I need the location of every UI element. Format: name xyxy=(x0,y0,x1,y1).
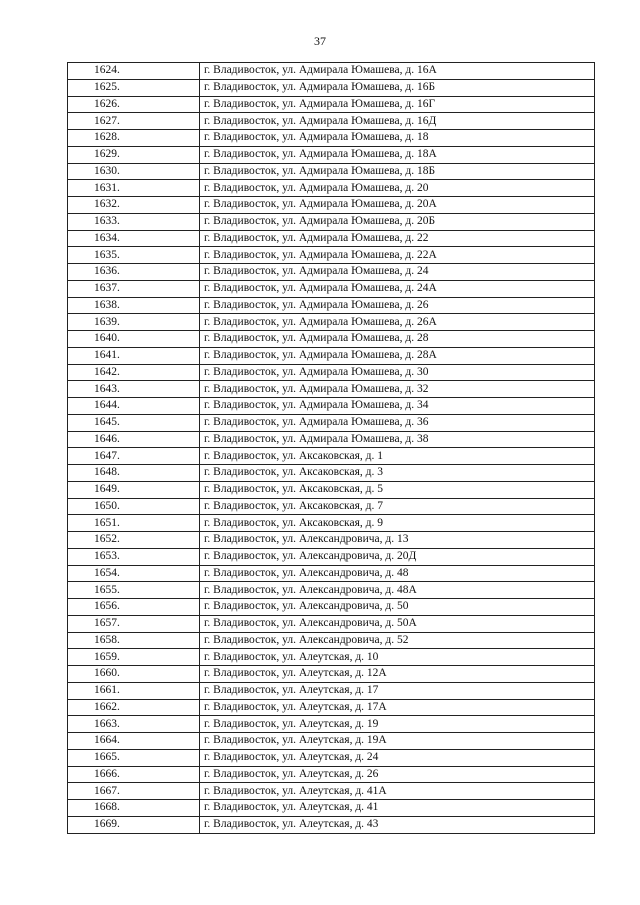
row-number: 1632. xyxy=(68,197,200,214)
table-row xyxy=(68,230,595,247)
table-row xyxy=(68,548,595,565)
row-number: 1660. xyxy=(68,666,200,683)
table-row xyxy=(68,582,595,599)
row-address: г. Владивосток, ул. Адмирала Юмашева, д. 26 xyxy=(200,297,595,314)
row-address: г. Владивосток, ул. Адмирала Юмашева, д. 20Б xyxy=(200,213,595,230)
row-number: 1656. xyxy=(68,599,200,616)
row-address: г. Владивосток, ул. Аксаковская, д. 9 xyxy=(200,515,595,532)
row-number: 1633. xyxy=(68,213,200,230)
table-row xyxy=(68,247,595,264)
row-number: 1627. xyxy=(68,113,200,130)
table-row xyxy=(68,632,595,649)
row-number: 1669. xyxy=(68,816,200,833)
table-row xyxy=(68,130,595,147)
row-number: 1636. xyxy=(68,264,200,281)
table-row xyxy=(68,347,595,364)
row-number: 1655. xyxy=(68,582,200,599)
table-row xyxy=(68,800,595,817)
row-number: 1630. xyxy=(68,163,200,180)
table-row xyxy=(68,816,595,833)
row-number: 1661. xyxy=(68,682,200,699)
row-address: г. Владивосток, ул. Александровича, д. 20Д xyxy=(200,548,595,565)
address-table-body xyxy=(68,63,595,834)
row-number: 1651. xyxy=(68,515,200,532)
row-number: 1647. xyxy=(68,448,200,465)
table-row xyxy=(68,699,595,716)
row-number: 1634. xyxy=(68,230,200,247)
table-row xyxy=(68,783,595,800)
row-number: 1667. xyxy=(68,783,200,800)
row-number: 1628. xyxy=(68,130,200,147)
row-address: г. Владивосток, ул. Александровича, д. 13 xyxy=(200,532,595,549)
row-number: 1652. xyxy=(68,532,200,549)
row-address: г. Владивосток, ул. Адмирала Юмашева, д. 24 xyxy=(200,264,595,281)
row-number: 1644. xyxy=(68,398,200,415)
row-number: 1664. xyxy=(68,733,200,750)
row-number: 1658. xyxy=(68,632,200,649)
row-number: 1668. xyxy=(68,800,200,817)
table-row xyxy=(68,297,595,314)
table-row xyxy=(68,615,595,632)
row-address: г. Владивосток, ул. Адмирала Юмашева, д. 18 xyxy=(200,130,595,147)
table-row xyxy=(68,364,595,381)
row-number: 1638. xyxy=(68,297,200,314)
table-row xyxy=(68,63,595,80)
row-address: г. Владивосток, ул. Алеутская, д. 10 xyxy=(200,649,595,666)
row-number: 1653. xyxy=(68,548,200,565)
table-row xyxy=(68,498,595,515)
table-row xyxy=(68,381,595,398)
row-address: г. Владивосток, ул. Алеутская, д. 12А xyxy=(200,666,595,683)
table-row xyxy=(68,79,595,96)
row-address: г. Владивосток, ул. Адмирала Юмашева, д. 24А xyxy=(200,280,595,297)
table-row xyxy=(68,96,595,113)
row-address: г. Владивосток, ул. Алеутская, д. 24 xyxy=(200,749,595,766)
row-address: г. Владивосток, ул. Александровича, д. 52 xyxy=(200,632,595,649)
row-address: г. Владивосток, ул. Александровича, д. 50 xyxy=(200,599,595,616)
row-number: 1629. xyxy=(68,146,200,163)
row-number: 1643. xyxy=(68,381,200,398)
row-address: г. Владивосток, ул. Адмирала Юмашева, д. 18Б xyxy=(200,163,595,180)
table-row xyxy=(68,749,595,766)
row-address: г. Владивосток, ул. Алеутская, д. 19 xyxy=(200,716,595,733)
row-number: 1631. xyxy=(68,180,200,197)
table-row xyxy=(68,766,595,783)
table-row xyxy=(68,314,595,331)
row-address: г. Владивосток, ул. Адмирала Юмашева, д. 22А xyxy=(200,247,595,264)
table-row xyxy=(68,280,595,297)
row-address: г. Владивосток, ул. Александровича, д. 50А xyxy=(200,615,595,632)
row-number: 1626. xyxy=(68,96,200,113)
table-row xyxy=(68,666,595,683)
row-address: г. Владивосток, ул. Алеутская, д. 43 xyxy=(200,816,595,833)
row-address: г. Владивосток, ул. Адмирала Юмашева, д. 16Б xyxy=(200,79,595,96)
table-row xyxy=(68,682,595,699)
row-number: 1635. xyxy=(68,247,200,264)
row-address: г. Владивосток, ул. Алеутская, д. 41 xyxy=(200,800,595,817)
table-row xyxy=(68,146,595,163)
row-address: г. Владивосток, ул. Алеутская, д. 19А xyxy=(200,733,595,750)
row-address: г. Владивосток, ул. Адмирала Юмашева, д. 26А xyxy=(200,314,595,331)
table-row xyxy=(68,163,595,180)
table-row xyxy=(68,465,595,482)
row-number: 1659. xyxy=(68,649,200,666)
row-address: г. Владивосток, ул. Адмирала Юмашева, д. 16А xyxy=(200,63,595,80)
row-number: 1657. xyxy=(68,615,200,632)
table-row xyxy=(68,213,595,230)
row-number: 1665. xyxy=(68,749,200,766)
row-number: 1650. xyxy=(68,498,200,515)
table-row xyxy=(68,733,595,750)
row-address: г. Владивосток, ул. Аксаковская, д. 7 xyxy=(200,498,595,515)
table-row xyxy=(68,398,595,415)
table-row xyxy=(68,599,595,616)
table-row xyxy=(68,532,595,549)
row-address: г. Владивосток, ул. Адмирала Юмашева, д. 28 xyxy=(200,331,595,348)
row-number: 1654. xyxy=(68,565,200,582)
table-row xyxy=(68,565,595,582)
address-table xyxy=(67,62,595,834)
row-number: 1641. xyxy=(68,347,200,364)
row-address: г. Владивосток, ул. Адмирала Юмашева, д. 16Г xyxy=(200,96,595,113)
table-row xyxy=(68,197,595,214)
table-row xyxy=(68,180,595,197)
row-address: г. Владивосток, ул. Аксаковская, д. 1 xyxy=(200,448,595,465)
page-number: 37 xyxy=(314,34,326,48)
table-row xyxy=(68,448,595,465)
row-address: г. Владивосток, ул. Адмирала Юмашева, д. 36 xyxy=(200,414,595,431)
table-row xyxy=(68,431,595,448)
row-address: г. Владивосток, ул. Адмирала Юмашева, д. 32 xyxy=(200,381,595,398)
row-number: 1666. xyxy=(68,766,200,783)
row-address: г. Владивосток, ул. Адмирала Юмашева, д. 18А xyxy=(200,146,595,163)
row-address: г. Владивосток, ул. Алеутская, д. 41А xyxy=(200,783,595,800)
row-address: г. Владивосток, ул. Алеутская, д. 17 xyxy=(200,682,595,699)
row-number: 1625. xyxy=(68,79,200,96)
row-number: 1640. xyxy=(68,331,200,348)
table-row xyxy=(68,515,595,532)
row-number: 1648. xyxy=(68,465,200,482)
row-address: г. Владивосток, ул. Адмирала Юмашева, д. 34 xyxy=(200,398,595,415)
table-row xyxy=(68,331,595,348)
row-address: г. Владивосток, ул. Адмирала Юмашева, д. 16Д xyxy=(200,113,595,130)
row-address: г. Владивосток, ул. Алеутская, д. 26 xyxy=(200,766,595,783)
row-address: г. Владивосток, ул. Адмирала Юмашева, д. 22 xyxy=(200,230,595,247)
table-row xyxy=(68,649,595,666)
row-address: г. Владивосток, ул. Алеутская, д. 17А xyxy=(200,699,595,716)
row-address: г. Владивосток, ул. Адмирала Юмашева, д. 20А xyxy=(200,197,595,214)
row-address: г. Владивосток, ул. Аксаковская, д. 3 xyxy=(200,465,595,482)
row-number: 1646. xyxy=(68,431,200,448)
row-address: г. Владивосток, ул. Александровича, д. 48А xyxy=(200,582,595,599)
table-row xyxy=(68,113,595,130)
table-row xyxy=(68,481,595,498)
table-row xyxy=(68,264,595,281)
row-number: 1663. xyxy=(68,716,200,733)
row-address: г. Владивосток, ул. Адмирала Юмашева, д. 30 xyxy=(200,364,595,381)
row-number: 1624. xyxy=(68,63,200,80)
row-number: 1639. xyxy=(68,314,200,331)
row-address: г. Владивосток, ул. Александровича, д. 48 xyxy=(200,565,595,582)
row-address: г. Владивосток, ул. Адмирала Юмашева, д. 28А xyxy=(200,347,595,364)
row-address: г. Владивосток, ул. Адмирала Юмашева, д. 38 xyxy=(200,431,595,448)
row-number: 1662. xyxy=(68,699,200,716)
table-row xyxy=(68,414,595,431)
table-row xyxy=(68,716,595,733)
row-number: 1645. xyxy=(68,414,200,431)
row-address: г. Владивосток, ул. Адмирала Юмашева, д. 20 xyxy=(200,180,595,197)
row-number: 1649. xyxy=(68,481,200,498)
row-number: 1637. xyxy=(68,280,200,297)
row-number: 1642. xyxy=(68,364,200,381)
row-address: г. Владивосток, ул. Аксаковская, д. 5 xyxy=(200,481,595,498)
